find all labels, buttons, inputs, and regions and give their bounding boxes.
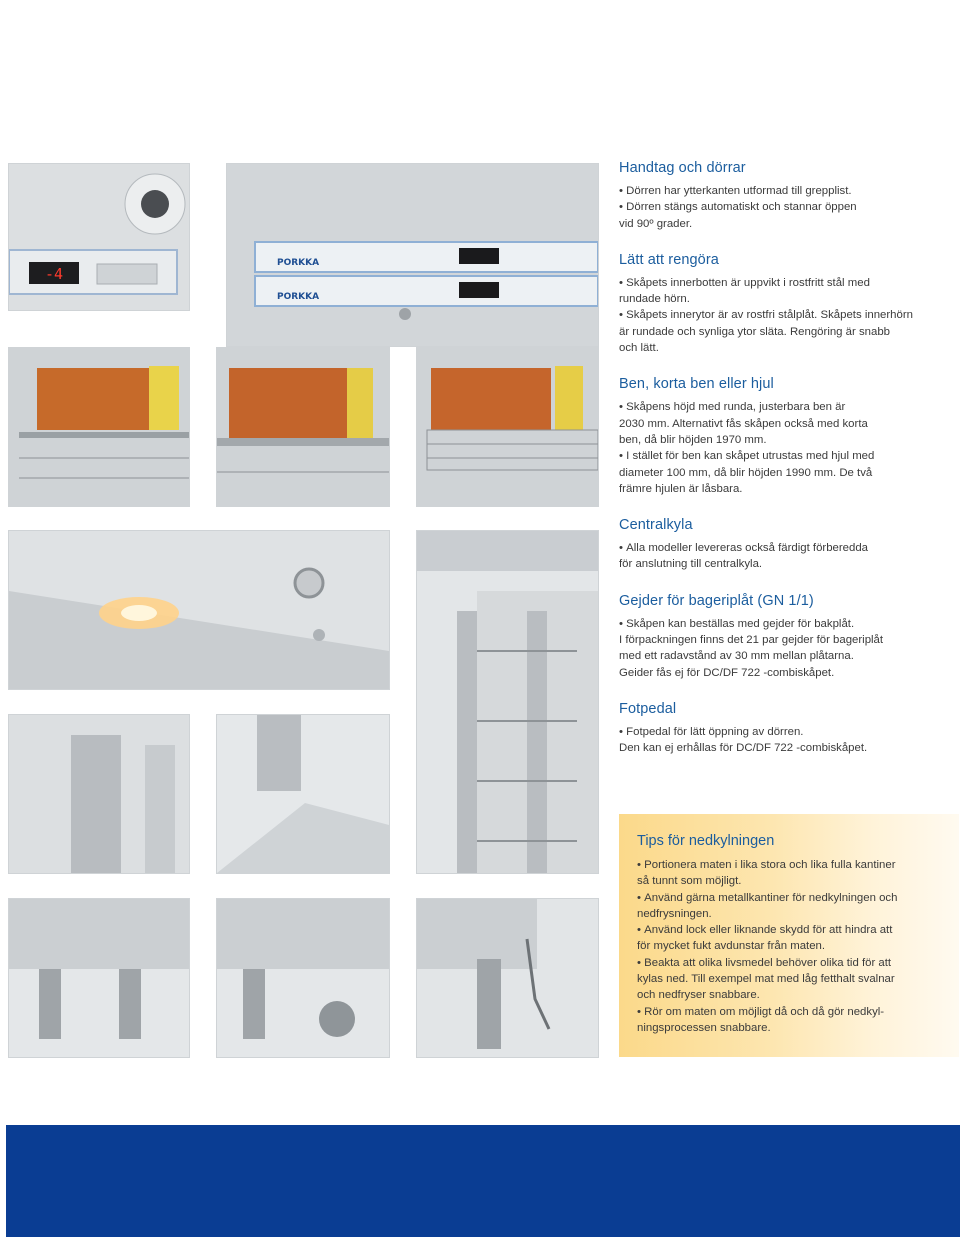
tips-box xyxy=(619,814,959,1057)
guide-rail-photo xyxy=(8,714,190,874)
feature-text-column xyxy=(619,160,939,777)
lock-light-photo xyxy=(8,530,390,690)
section-text-line: diameter 100 mm, då blir höjden 1990 mm. De två xyxy=(619,466,873,479)
section-text-line: • Skåpets innerbotten är uppvikt i rostfritt stål med xyxy=(619,275,939,291)
tips-text-line: • Rör om maten om möjligt då och då gör nedkyl- xyxy=(637,1004,937,1020)
section-text-line: I förpackningen finns det 21 par gejder för bageriplåt xyxy=(619,634,884,647)
feature-section xyxy=(619,701,939,757)
foot-pedal-photo xyxy=(416,898,599,1058)
section-heading: Ben, korta ben eller hjul xyxy=(619,376,774,393)
feature-section xyxy=(619,376,939,497)
section-text-line: • Dörren har ytterkanten utformad till grepplist. xyxy=(619,183,939,199)
control-panel-photo xyxy=(8,163,190,311)
wire-shelf-photo xyxy=(8,347,190,507)
feature-section xyxy=(619,160,939,232)
wire-basket-photo xyxy=(416,347,599,507)
section-text-line: • Fotpedal för lätt öppning av dörren. xyxy=(619,724,939,740)
section-text-line: • Skåpen kan beställas med gejder för bakplåt. xyxy=(619,616,939,632)
tips-text-line: så tunnt som möjligt. xyxy=(637,875,742,888)
legs-photo xyxy=(8,898,190,1058)
section-text-line: • I stället för ben kan skåpet utrustas med hjul med xyxy=(619,448,939,464)
section-text-line: 2030 mm. Alternativt fås skåpen också med korta xyxy=(619,417,868,430)
feature-section xyxy=(619,517,939,573)
section-heading: Centralkyla xyxy=(619,517,693,534)
tips-title: Tips för nedkylningen xyxy=(637,833,775,849)
tips-text-line: för mycket fukt avdunstar från maten. xyxy=(637,940,826,953)
tips-text-line: nedfrysningen. xyxy=(637,907,712,920)
section-text-line: rundade hörn. xyxy=(619,293,690,306)
tips-text-line: ningsprocessen snabbare. xyxy=(637,1021,771,1034)
tips-text-line: kylas ned. Till exempel mat med låg fetthalt svalnar xyxy=(637,973,895,986)
section-text-line: för anslutning till centralkyla. xyxy=(619,558,763,571)
solid-shelf-photo xyxy=(216,347,390,507)
section-heading: Gejder för bageriplåt (GN 1/1) xyxy=(619,592,814,609)
section-text-line: • Alla modeller levereras också färdigt förberedda xyxy=(619,540,939,556)
porkka-panels-photo xyxy=(226,163,599,347)
section-text-line: är rundade och synliga ytor släta. Rengöring är snabb xyxy=(619,325,891,338)
interior-corner-photo xyxy=(216,714,390,874)
section-text-line: • Skåpens höjd med runda, justerbara ben är xyxy=(619,399,939,415)
section-text-line: • Skåpets innerytor är av rostfri stålplåt. Skåpets innerhörn xyxy=(619,307,939,323)
footer-bar xyxy=(6,1125,960,1237)
porkka-logo: PORKKA xyxy=(277,292,320,302)
cabinet-guides-photo xyxy=(416,530,599,874)
feature-section xyxy=(619,252,939,356)
section-text-line: vid 90º grader. xyxy=(619,217,693,230)
wheels-photo xyxy=(216,898,390,1058)
section-text-line: och lätt. xyxy=(619,342,659,355)
porkka-logo: PORKKA xyxy=(277,258,320,268)
section-text-line: ben, då blir höjden 1970 mm. xyxy=(619,433,767,446)
section-heading: Lätt att rengöra xyxy=(619,251,719,268)
tips-text-line: • Portionera maten i lika stora och lika fulla kantiner xyxy=(637,857,937,873)
section-text-line: Den kan ej erhållas för DC/DF 722 -combiskåpet. xyxy=(619,742,868,755)
tips-text-line: • Använd gärna metallkantiner för nedkylningen och xyxy=(637,890,937,906)
section-text-line: med ett radavstånd av 30 mm mellan plåtarna. xyxy=(619,650,854,663)
section-text-line: främre hjulen är låsbara. xyxy=(619,482,743,495)
tips-text-line: och nedfryser snabbare. xyxy=(637,989,760,1002)
temperature-display: -4 xyxy=(44,265,64,283)
section-heading: Fotpedal xyxy=(619,700,677,717)
section-heading: Handtag och dörrar xyxy=(619,160,746,176)
tips-text-line: • Beakta att olika livsmedel behöver olika tid för att xyxy=(637,955,937,971)
tips-text-line: • Använd lock eller liknande skydd för att hindra att xyxy=(637,922,937,938)
section-text-line: Geider fås ej för DC/DF 722 -combiskåpet. xyxy=(619,666,835,679)
section-text-line: • Dörren stängs automatiskt och stannar öppen xyxy=(619,199,939,215)
feature-section xyxy=(619,593,939,681)
